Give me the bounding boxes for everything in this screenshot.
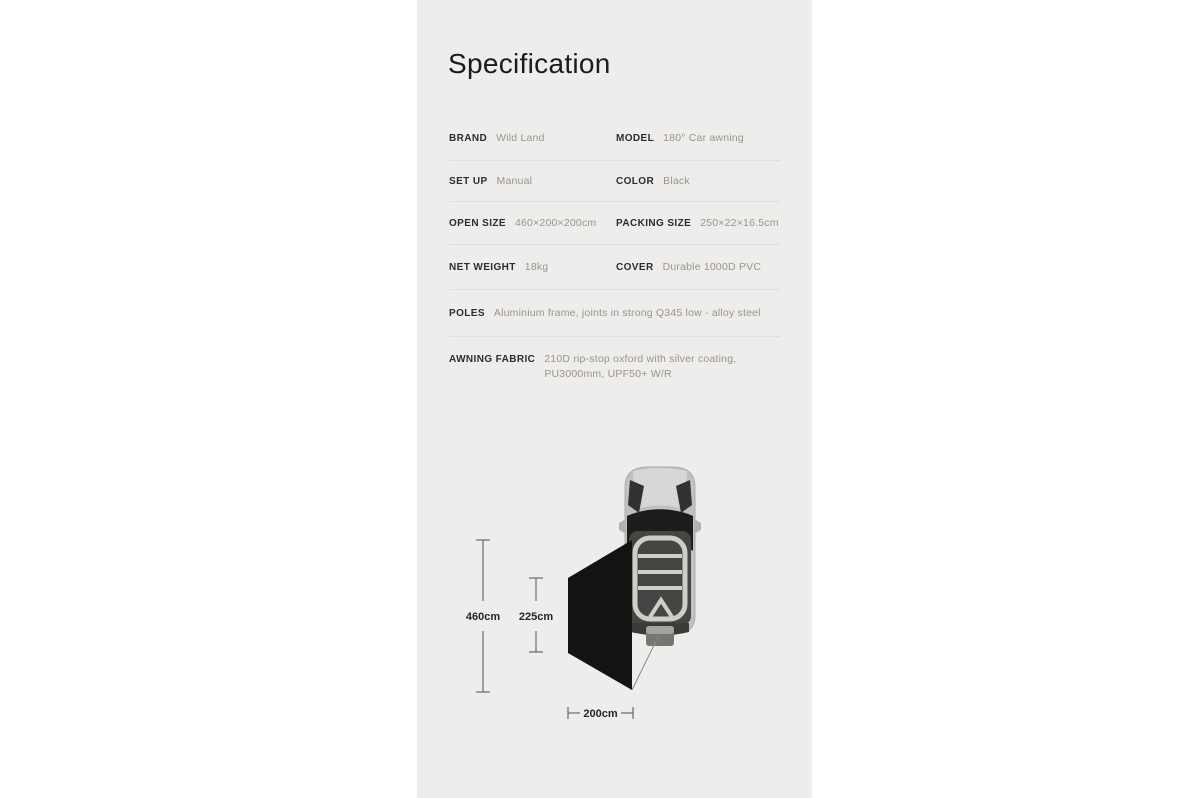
car-rear-box-cap: [646, 626, 674, 634]
spec-value: Durable 1000D PVC: [662, 260, 762, 273]
spec-value: Black: [663, 174, 690, 187]
spec-value: 460×200×200cm: [514, 216, 597, 229]
spec-label: PACKING SIZE: [616, 217, 692, 229]
spec-value: Wild Land: [496, 132, 545, 144]
spec-cell-open-size: [449, 216, 616, 231]
spec-row-sizes: [449, 202, 780, 245]
awning-shape: [568, 540, 632, 690]
spec-label: COVER: [616, 261, 654, 273]
spec-label: POLES: [449, 307, 485, 319]
spec-value: Aluminium frame, joints in strong Q345 low - alloy steel: [493, 306, 761, 319]
spec-row-brand-model: [449, 117, 780, 161]
spec-cell-poles: [449, 306, 780, 321]
spec-cell-setup: [449, 174, 616, 189]
page-title: Specification: [448, 48, 611, 79]
spec-cell-net-weight: [449, 260, 616, 275]
spec-value: 180° Car awning: [663, 132, 744, 144]
dimension-label-460: 460cm: [465, 611, 501, 623]
spec-row-poles: [449, 290, 780, 337]
spec-cell-brand: [449, 131, 616, 146]
spec-cell-awning-fabric: [449, 352, 780, 382]
spec-label: BRAND: [449, 133, 488, 144]
spec-cell-packing-size: [616, 216, 780, 231]
spec-panel: [417, 0, 812, 798]
spec-label: SET UP: [449, 175, 488, 187]
awning-diagram: [417, 455, 812, 790]
spec-label: NET WEIGHT: [449, 261, 516, 273]
spec-label: MODEL: [616, 133, 655, 144]
dimension-label-200: 200cm: [583, 708, 618, 720]
dimension-label-225: 225cm: [518, 611, 554, 623]
spec-value: 210D rip-stop oxford with silver coating, PU3000mm, UPF50+ W/R: [544, 353, 737, 380]
spec-label: AWNING FABRIC: [449, 354, 536, 365]
spec-table: [449, 117, 780, 395]
spec-value: 250×22×16.5cm: [700, 216, 779, 229]
spec-label: COLOR: [616, 175, 655, 187]
spec-row-setup-color: [449, 161, 780, 202]
car-mirror-right: [694, 519, 701, 534]
spec-row-weight-cover: [449, 245, 780, 290]
spec-cell-cover: [616, 260, 780, 275]
spec-label: OPEN SIZE: [449, 217, 506, 229]
car-mirror-left: [619, 519, 626, 534]
spec-row-awning-fabric: [449, 337, 780, 395]
awning-guy-line: [632, 635, 659, 690]
spec-value: 18kg: [524, 260, 549, 273]
spec-cell-model: [616, 131, 780, 146]
spec-cell-color: [616, 174, 780, 189]
spec-value: Manual: [496, 174, 533, 187]
